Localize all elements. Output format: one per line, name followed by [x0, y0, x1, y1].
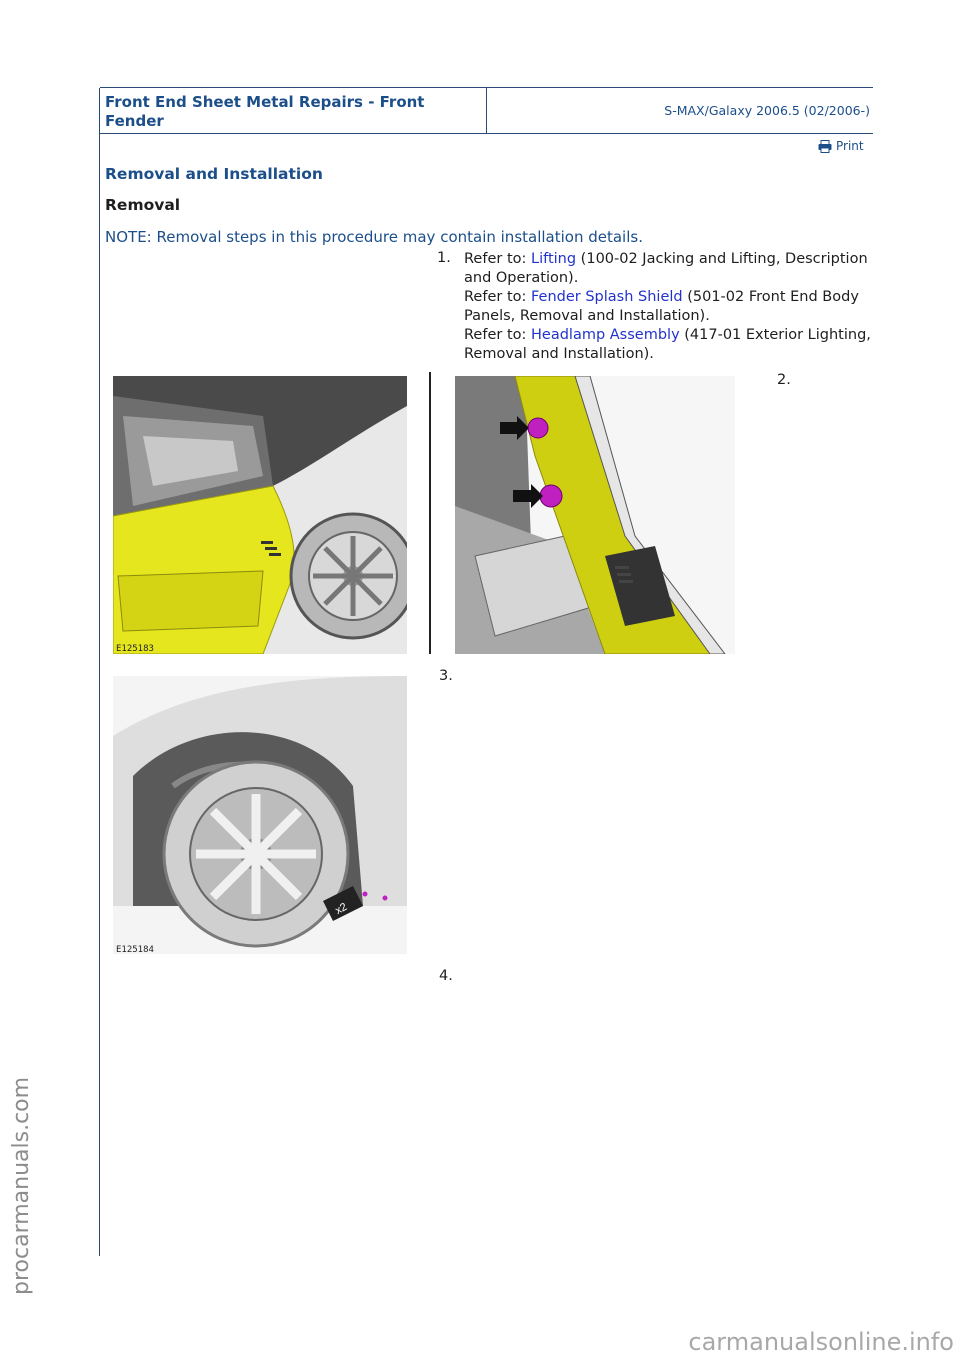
- side-watermark: [0, 520, 65, 1295]
- callout-x2: x2: [333, 900, 350, 917]
- step-1-number: 1.: [437, 250, 451, 266]
- printer-icon: [818, 140, 832, 153]
- step-3-image-wheel-arch: [113, 676, 407, 954]
- section-title: Removal and Installation: [105, 165, 323, 183]
- ref-prefix: Refer to:: [464, 289, 531, 305]
- left-rule: [99, 88, 100, 1256]
- step-2-image-bumper: [113, 376, 407, 654]
- model-info: S-MAX/Galaxy 2006.5 (02/2006-): [664, 103, 870, 118]
- print-label: Print: [836, 139, 864, 153]
- page-title: Front End Sheet Metal Repairs - Front Fender: [105, 93, 425, 130]
- side-watermark-text: procarmanuals.com: [9, 1076, 34, 1295]
- note-text: NOTE: Removal steps in this procedure may contain installation details.: [105, 228, 643, 246]
- subsection-title: Removal: [105, 196, 181, 214]
- link-headlamp-assembly[interactable]: Headlamp Assembly: [531, 327, 680, 343]
- image-label-e125184: E125184: [116, 945, 154, 954]
- ref-suffix: (501-02 Front End Body Panels, Removal and Installation).: [464, 289, 859, 324]
- step-1-text: [464, 250, 874, 364]
- step-1-ref-1: [464, 250, 874, 288]
- header-divider: [486, 88, 487, 133]
- image-label-e125183: E125183: [116, 644, 154, 654]
- link-fender-splash-shield[interactable]: Fender Splash Shield: [531, 289, 683, 305]
- step-4-number: 4.: [439, 968, 453, 984]
- step-1-ref-3: [464, 326, 874, 364]
- ref-prefix: Refer to:: [464, 327, 531, 343]
- header-bottom-border: [100, 133, 873, 134]
- step-2-image-headlamp-area: [455, 376, 735, 654]
- ref-suffix: (100-02 Jacking and Lifting, Description and Operation).: [464, 251, 868, 286]
- step-3-number: 3.: [439, 668, 453, 684]
- ref-suffix: (417-01 Exterior Lighting, Removal and Installation).: [464, 327, 871, 362]
- image-divider: [429, 372, 431, 654]
- ref-prefix: Refer to:: [464, 251, 531, 267]
- footer-watermark: carmanualsonline.info: [688, 1328, 954, 1356]
- step-2-number: 2.: [777, 372, 791, 388]
- step-1-ref-2: [464, 288, 874, 326]
- link-lifting[interactable]: Lifting: [531, 251, 577, 267]
- print-button[interactable]: [818, 139, 864, 153]
